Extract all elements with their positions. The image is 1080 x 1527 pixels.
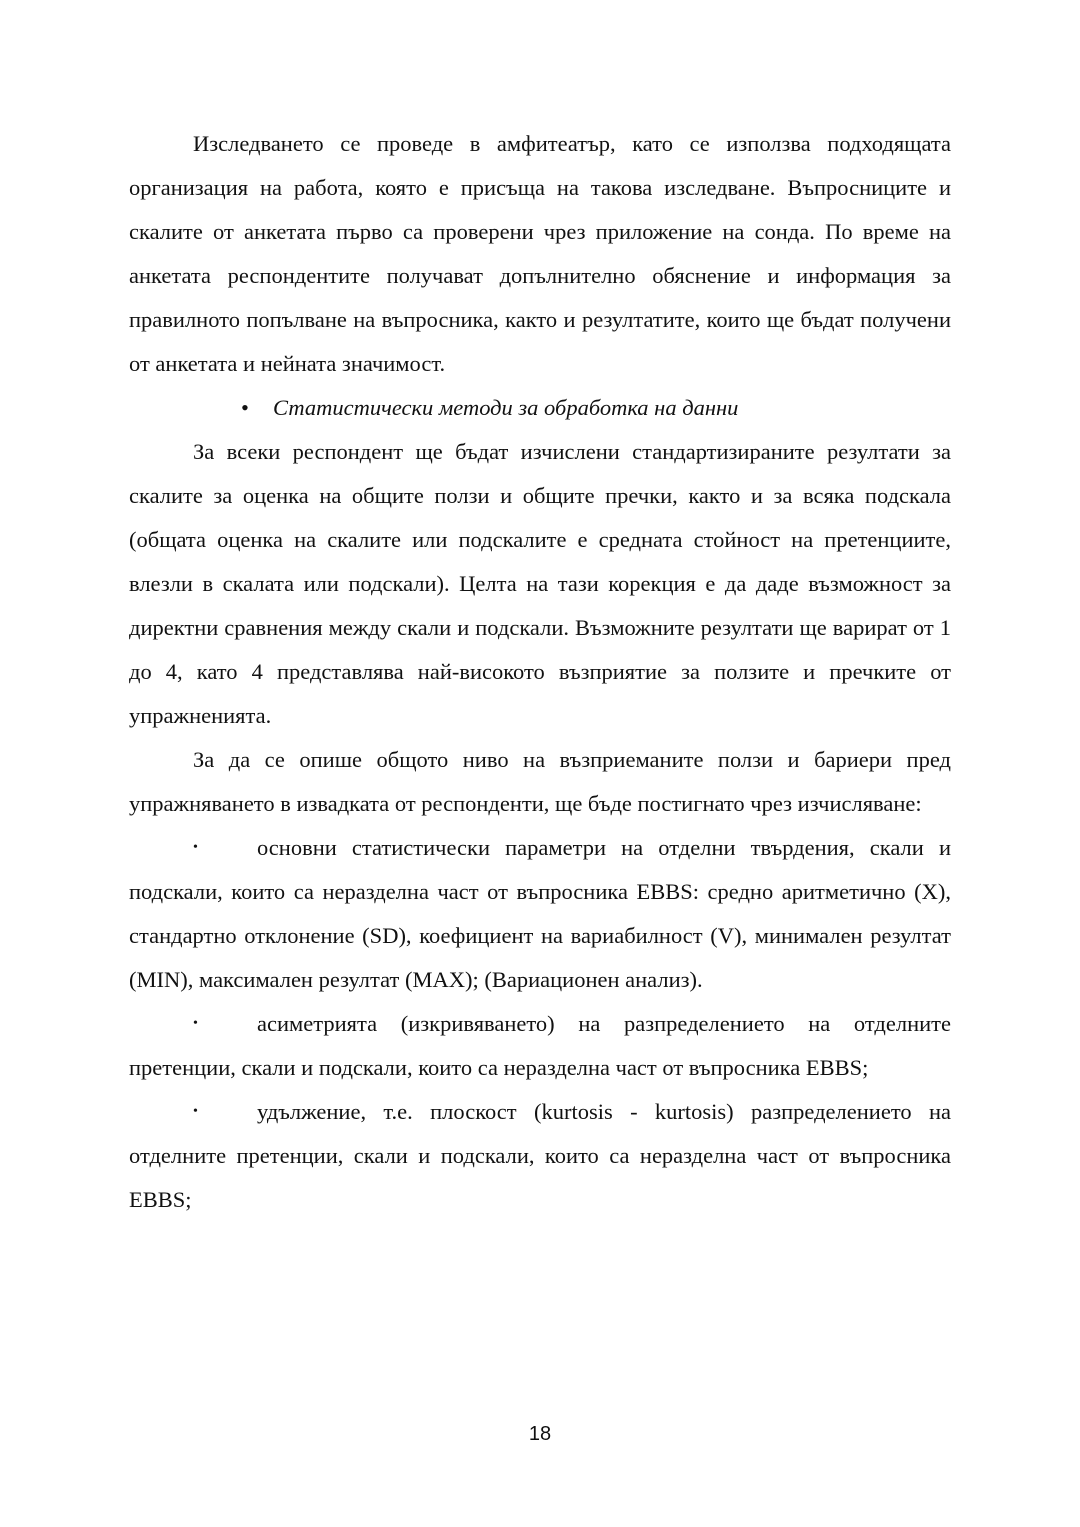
- list-item-text: основни статистически параметри на отделни твърдения, скали и подскали, които са неразделна част от въпросника EBBS: средно аритметично (X), стандартно отклонение (SD), коефициент на вариабилност (V), минимален резултат (MIN), максимален резултат (MAX); (Вариационен анализ).: [129, 835, 951, 992]
- paragraph-overall-level: За да се опише общото ниво на възприеманите ползи и бариери пред упражняването в извадката от респонденти, ще бъде постигнато чрез изчисляване:: [129, 747, 951, 816]
- list-item-text: асиметрията (изкривяването) на разпределението на отделните претенции, скали и подскали, които са неразделна част от въпросника EBBS;: [129, 1011, 951, 1080]
- list-item-kurtosis: [129, 1090, 951, 1222]
- list-item-text: удължение, т.е. плоскост (kurtosis - kurtosis) разпределението на отделните претенции, скали и подскали, които са неразделна част от въпросника EBBS;: [129, 1099, 951, 1212]
- list-item-basic-parameters: [129, 826, 951, 1002]
- section-heading-statistical-methods: [129, 386, 951, 430]
- page-number: 18: [528, 1423, 552, 1445]
- bullet-icon: •: [193, 1016, 198, 1031]
- bullet-icon: •: [241, 395, 249, 420]
- bullet-icon: •: [193, 1104, 198, 1119]
- paragraph-study-setting: Изследването се проведе в амфитеатър, като се използва подходящата организация на работа, която е присъща на такова изследване. Въпросниците и скалите от анкетата първо са проверени чрез приложение на сонда. По време на анкетата респондентите получават допълнително обяснение и информация за правилното попълване на въпросника, както и резултатите, които ще бъдат получени от анкетата и нейната значимост.: [129, 131, 951, 376]
- paragraph-standardized-scores: За всеки респондент ще бъдат изчислени стандартизираните резултати за скалите за оценка на общите ползи и общите пречки, както и за всяка подскала (общата оценка на скалите или подскалите е средната стойност на претенциите, влезли в скалата или подскали). Целта на тази корекция е да даде възможност за директни сравнения между скали и подскали. Възможните резултати ще варират от 1 до 4, като 4 представлява най-високото възприятие за ползите и пречките от упражненията.: [129, 439, 951, 728]
- section-heading-text: Статистически методи за обработка на данни: [273, 395, 739, 420]
- bullet-icon: •: [193, 840, 198, 855]
- document-page: [129, 122, 951, 1222]
- list-item-asymmetry: [129, 1002, 951, 1090]
